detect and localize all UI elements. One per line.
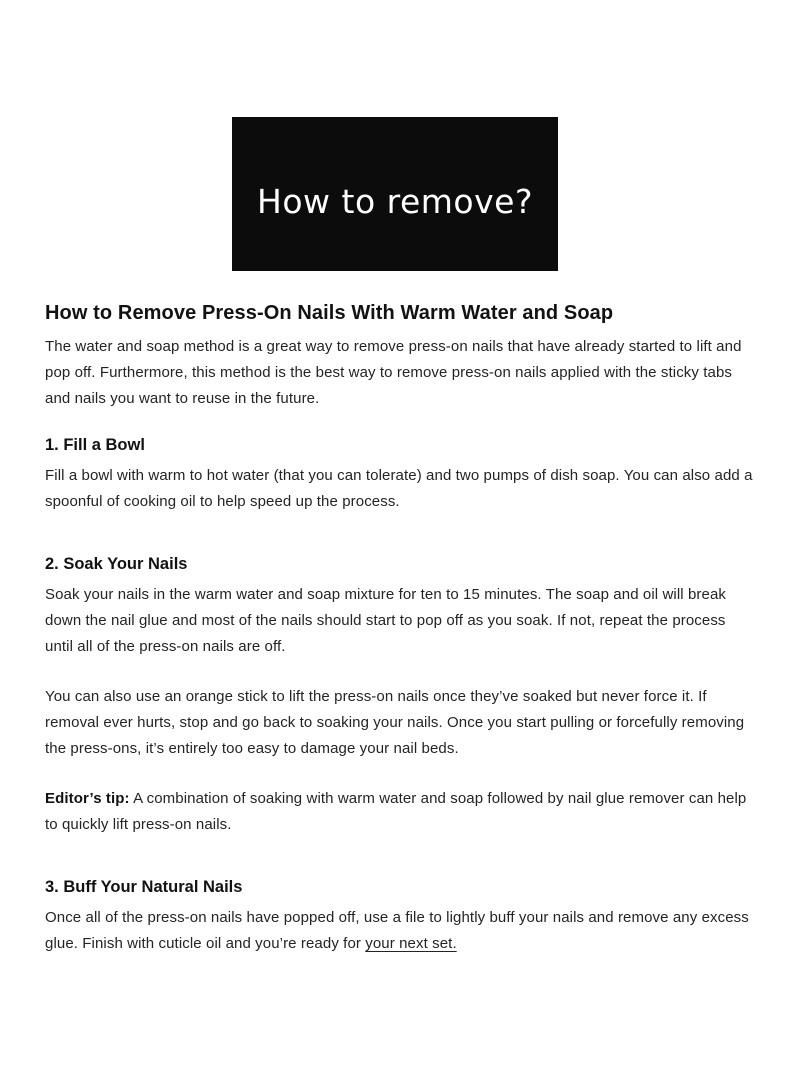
your-next-set-link[interactable]: your next set.	[365, 935, 457, 952]
step-1-paragraph: Fill a bowl with warm to hot water (that you can tolerate) and two pumps of dish soap. You can also add a spoonful of cooking oil to help speed up the process.	[45, 467, 753, 510]
editors-tip-paragraph	[45, 786, 757, 838]
banner-title: How to remove?	[257, 181, 533, 221]
step-2-paragraph-1: Soak your nails in the warm water and soap mixture for ten to 15 minutes. The soap and oil will break down the nail glue and most of the nails should start to pop off as you soak. If not, repeat the process until all of the press-on nails are off.	[45, 586, 726, 655]
intro-paragraph: The water and soap method is a great way to remove press-on nails that have already started to lift and pop off. Furthermore, this method is the best way to remove press-on nails applied with the sticky tabs and nails you want to reuse in the future.	[45, 338, 742, 407]
step-3-text: Once all of the press-on nails have popped off, use a file to lightly buff your nails and remove any excess glue. Finish with cuticle oil and you’re ready for	[45, 909, 749, 952]
editors-tip-label: Editor’s tip:	[45, 790, 130, 807]
step-3-paragraph	[45, 905, 757, 957]
article-title: How to Remove Press-On Nails With Warm Water and Soap	[45, 302, 614, 324]
how-to-remove-banner	[232, 117, 558, 271]
step-1-heading: 1. Fill a Bowl	[45, 436, 145, 454]
article-content	[45, 302, 757, 981]
step-2-heading: 2. Soak Your Nails	[45, 555, 188, 573]
editors-tip-text: A combination of soaking with warm water and soap followed by nail glue remover can help to quickly lift press-on nails.	[45, 790, 747, 833]
step-2-paragraph-2: You can also use an orange stick to lift the press-on nails once they’ve soaked but never force it. If removal ever hurts, stop and go back to soaking your nails. Once you start pulling or forcefully removing the press-ons, it’s entirely too easy to damage your nail beds.	[45, 688, 745, 757]
step-3-heading: 3. Buff Your Natural Nails	[45, 878, 243, 896]
